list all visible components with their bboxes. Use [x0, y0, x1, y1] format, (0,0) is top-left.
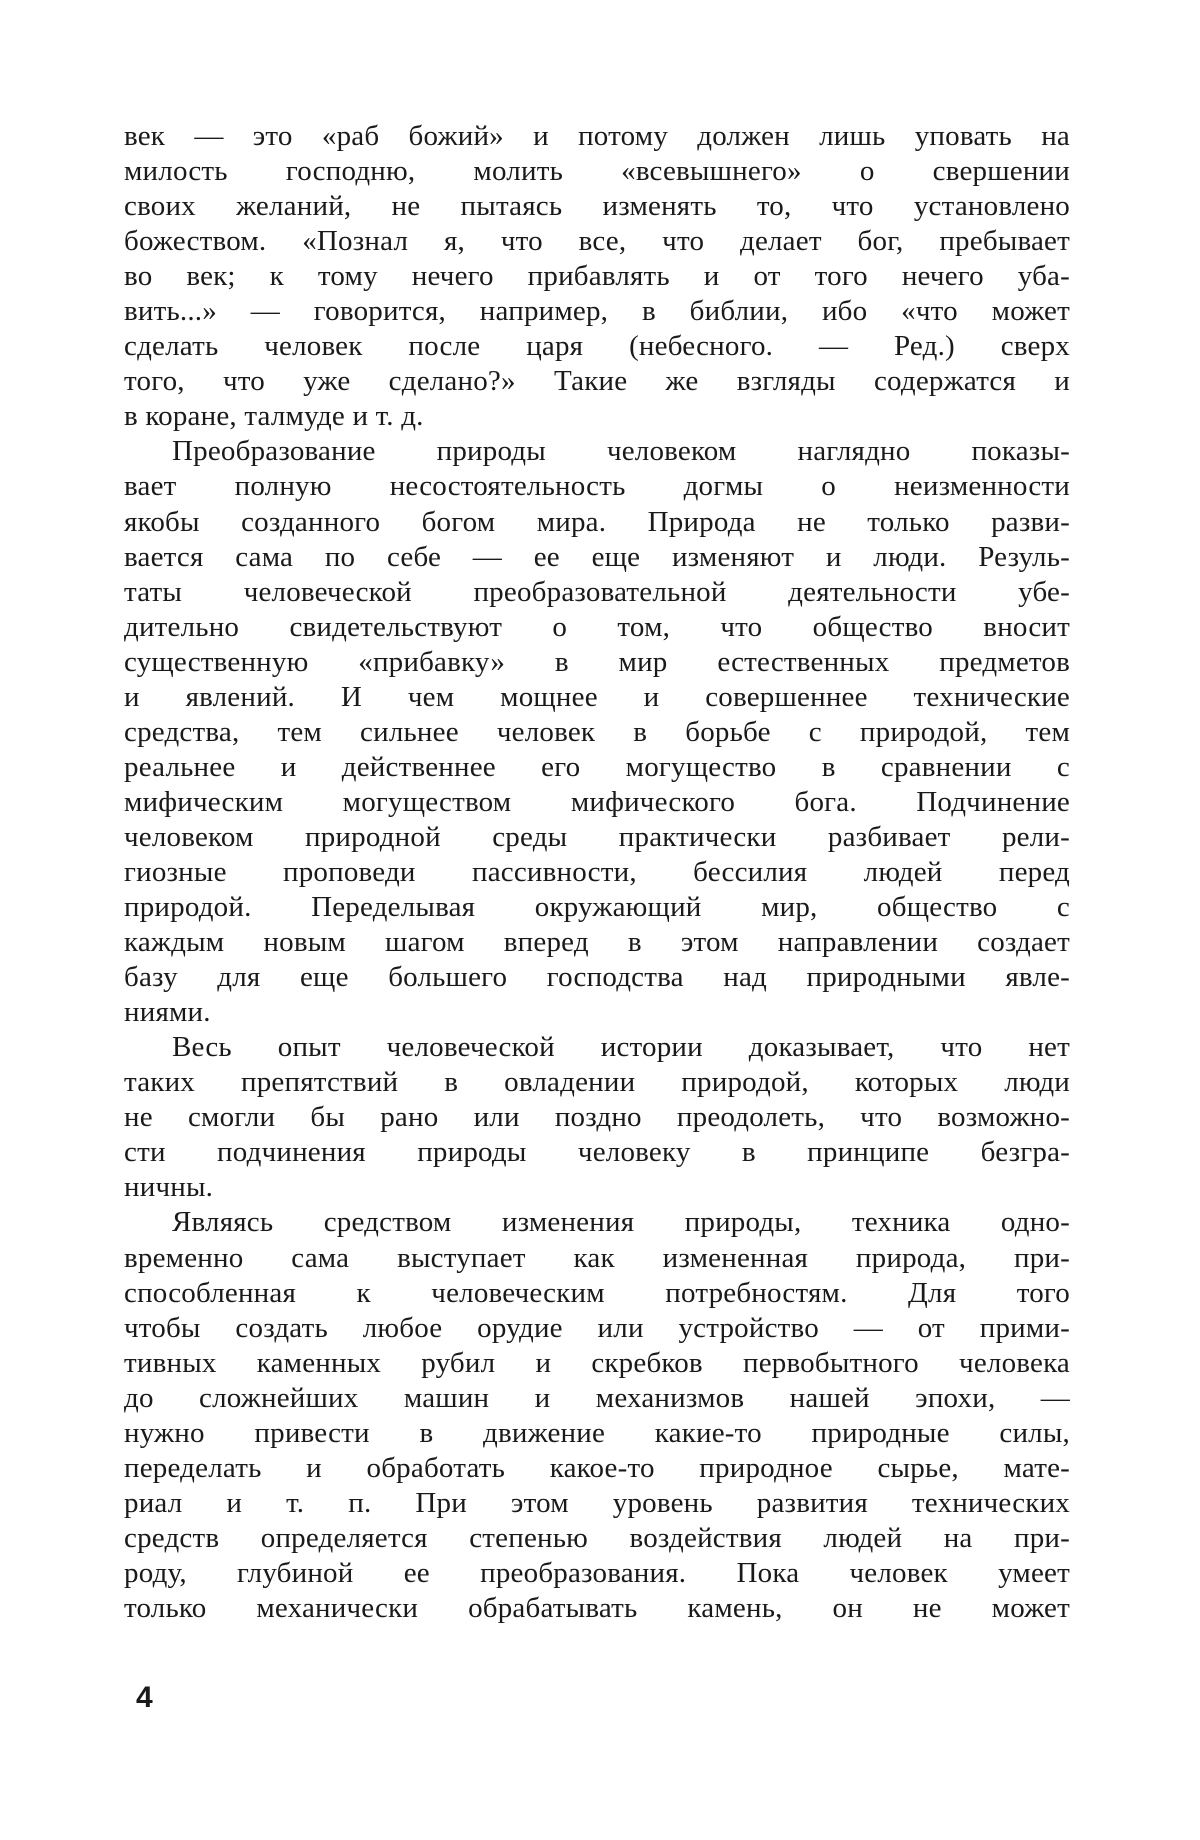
text-line: нужно привести в движение какие-то природные силы, [124, 1416, 1070, 1449]
text-line: божеством. «Познал я, что все, что делает бог, пребывает [124, 225, 1070, 258]
paragraph-first-line: Являясь средством изменения природы, техника одно- [172, 1206, 1070, 1239]
text-line: средств определяется степенью воздействия людей на при- [124, 1521, 1070, 1554]
text-line: средства, тем сильнее человек в борьбе с природой, тем [124, 715, 1070, 748]
text-line: и явлений. И чем мощнее и совершеннее технические [124, 680, 1070, 713]
text-line: временно сама выступает как измененная природа, при- [124, 1241, 1070, 1274]
text-line: вается сама по себе — ее еще изменяют и люди. Резуль- [124, 540, 1070, 573]
text-line: того, что уже сделано?» Такие же взгляды содержатся и [124, 365, 1070, 398]
text-line: природой. Переделывая окружающий мир, общество с [124, 891, 1070, 924]
text-line: век — это «раб божий» и потому должен лишь уповать на [124, 120, 1070, 152]
paragraph-first-line: Преобразование природы человеком наглядно показы- [172, 435, 1070, 468]
text-line: якобы созданного богом мира. Природа не только разви- [124, 505, 1070, 538]
text-line: только механически обрабатывать камень, он не может [124, 1591, 1070, 1624]
text-line: ниями. [124, 996, 211, 1029]
text-line: ничны. [124, 1171, 214, 1204]
text-line: не смогли бы рано или поздно преодолеть, что возможно- [124, 1101, 1070, 1134]
text-line: мифическим могуществом мифического бога. Подчинение [124, 785, 1070, 818]
page-number: 4 [136, 1681, 153, 1714]
text-line: дительно свидетельствуют о том, что общество вносит [124, 610, 1070, 643]
text-line: таты человеческой преобразовательной деятельности убе- [124, 575, 1070, 608]
text-line: милость господню, молить «всевышнего» о свершении [124, 155, 1070, 188]
text-line: до сложнейших машин и механизмов нашей эпохи, — [124, 1381, 1070, 1414]
text-line: роду, глубиной ее преобразования. Пока человек умеет [124, 1556, 1070, 1589]
text-line: тивных каменных рубил и скребков первобытного человека [124, 1346, 1070, 1379]
body-text [124, 119, 1070, 1626]
text-line: реальнее и действеннее его могущество в сравнении с [124, 750, 1070, 783]
text-line: сделать человек после царя (небесного. — Ред.) сверх [124, 330, 1070, 363]
text-line: таких препятствий в овладении природой, которых люди [124, 1066, 1070, 1099]
text-line: базу для еще большего господства над природными явле- [124, 961, 1070, 994]
text-line: чтобы создать любое орудие или устройство — от прими- [124, 1311, 1070, 1344]
text-line: риал и т. п. При этом уровень развития технических [124, 1486, 1070, 1519]
text-line: в коране, талмуде и т. д. [124, 400, 424, 433]
text-line: человеком природной среды практически разбивает рели- [124, 820, 1070, 853]
text-line: существенную «прибавку» в мир естественных предметов [124, 645, 1070, 678]
text-line: во век; к тому нечего прибавлять и от того нечего уба- [124, 260, 1070, 293]
text-line: способленная к человеческим потребностям. Для того [124, 1276, 1070, 1309]
text-line: переделать и обработать какое-то природное сырье, мате- [124, 1451, 1070, 1484]
text-line: сти подчинения природы человеку в принципе безгра- [124, 1136, 1070, 1169]
text-line: гиозные проповеди пассивности, бессилия людей перед [124, 855, 1070, 888]
paragraph-first-line: Весь опыт человеческой истории доказывает, что нет [172, 1031, 1070, 1064]
text-line: вить...» — говорится, например, в библии, ибо «что может [124, 295, 1070, 328]
text-line: каждым новым шагом вперед в этом направлении создает [124, 926, 1070, 959]
text-line: вает полную несостоятельность догмы о неизменности [124, 470, 1070, 503]
text-line: своих желаний, не пытаясь изменять то, что установлено [124, 190, 1070, 223]
